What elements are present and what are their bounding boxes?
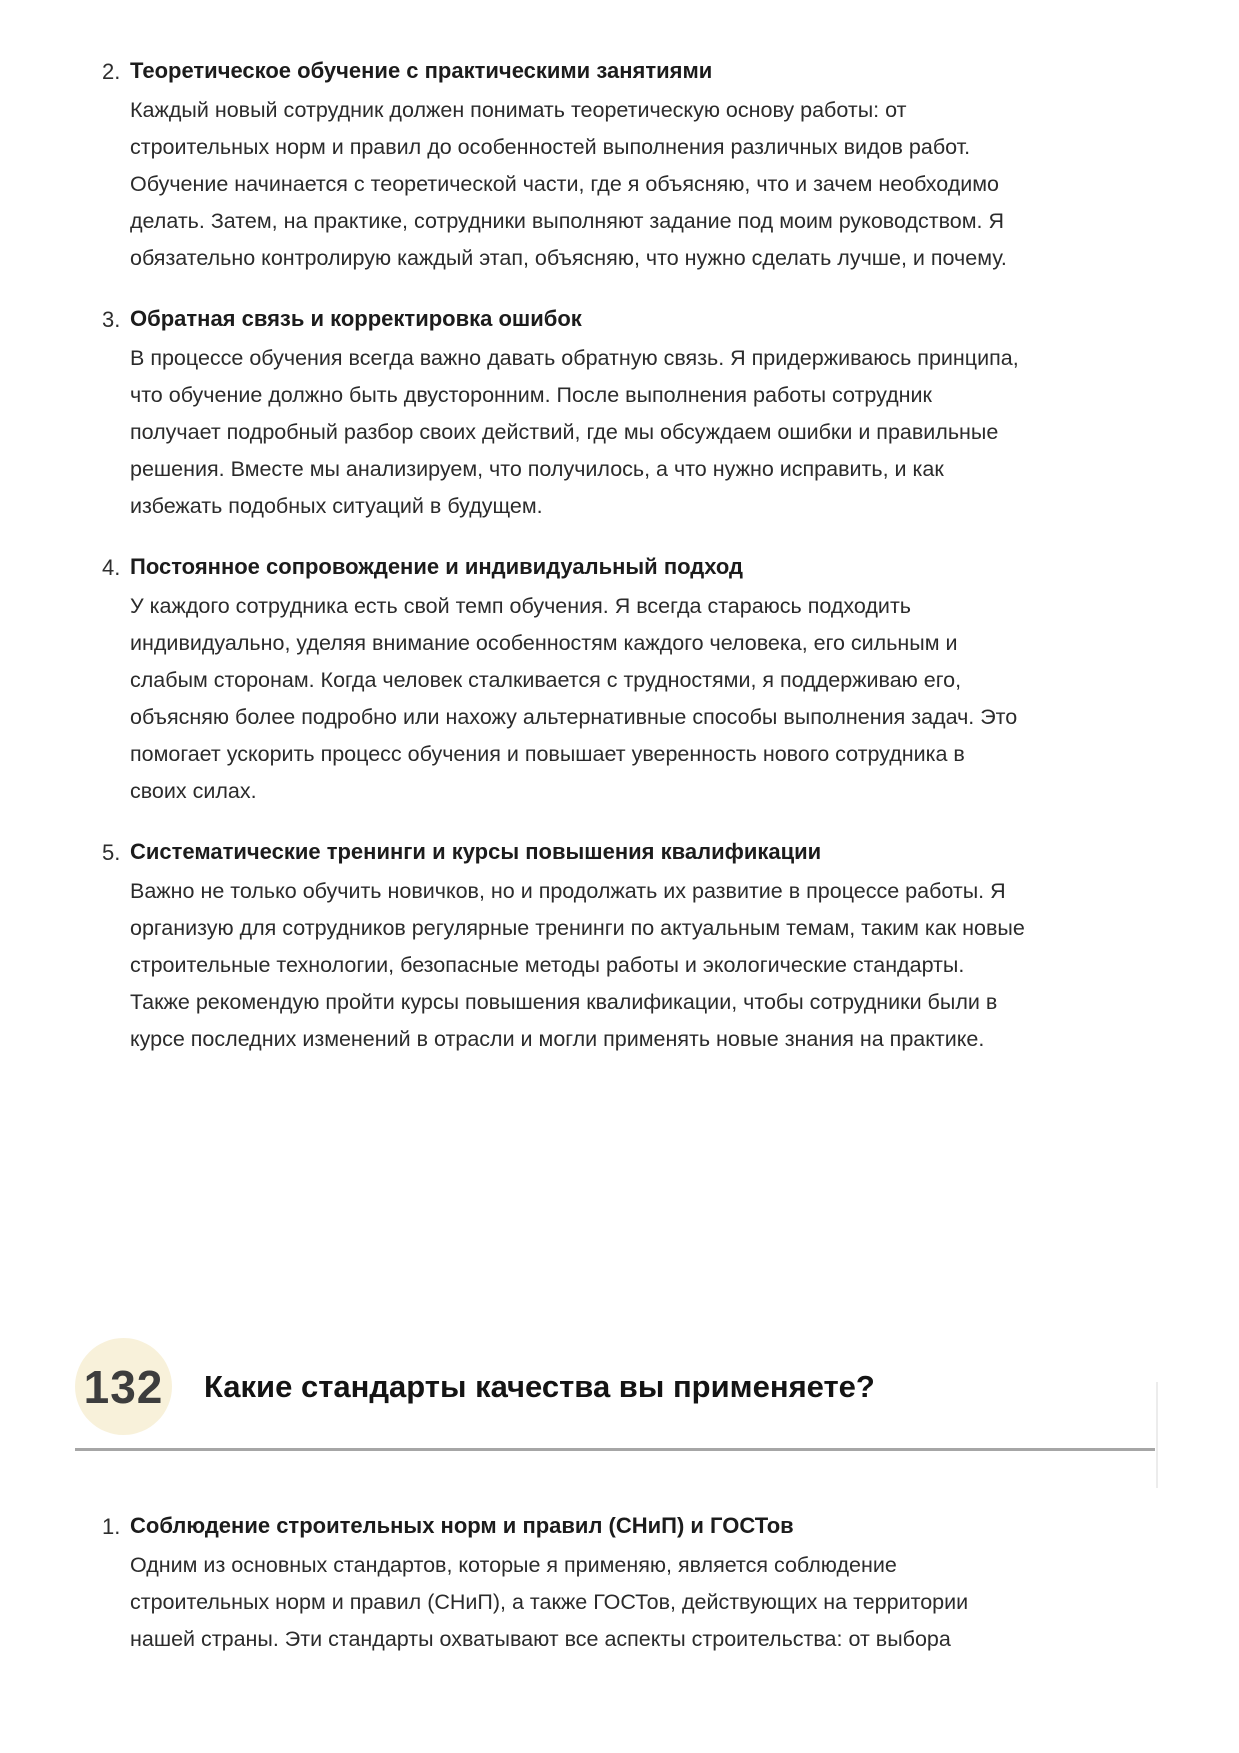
question-header [0, 1338, 1239, 1435]
list-item [102, 304, 1154, 525]
page-edge-shadow [1156, 1382, 1158, 1488]
question-number: 132 [83, 1360, 164, 1413]
item-content [130, 552, 1025, 810]
list-item [102, 837, 1154, 1058]
list-item [102, 1511, 1154, 1658]
item-title: Соблюдение строительных норм и правил (СНиП) и ГОСТов [130, 1513, 794, 1538]
list-item [102, 56, 1154, 277]
question-number-badge [75, 1338, 172, 1435]
item-number: 3. [102, 307, 121, 332]
item-content [130, 1511, 1025, 1658]
item-number: 4. [102, 555, 121, 580]
item-body: В процессе обучения всегда важно давать обратную связь. Я придерживаюсь принципа, что обучение должно быть двусторонним. После выполнения работы сотрудник получает подробный разбор своих действий, где мы обсуждаем ошибки и правильные решения. Вместе мы анализируем, что получилось, а что нужно исправить, и как избежать подобных ситуаций в будущем. [130, 346, 1019, 518]
item-content [130, 304, 1025, 525]
item-title: Систематические тренинги и курсы повышения квалификации [130, 839, 822, 864]
item-content [130, 837, 1025, 1058]
question-title: Какие стандарты качества вы применяете? [204, 1368, 875, 1404]
item-title: Обратная связь и корректировка ошибок [130, 306, 582, 331]
list-item [102, 552, 1154, 810]
item-number: 5. [102, 840, 121, 865]
item-content [130, 56, 1025, 277]
quality-standards-list [0, 1451, 1239, 1658]
item-body: Одним из основных стандартов, которые я применяю, является соблюдение строительных норм и правил (СНиП), а также ГОСТов, действующих на территории нашей страны. Эти стандарты охватывают все аспекты строительства: от выбора [130, 1553, 969, 1651]
item-body: У каждого сотрудника есть свой темп обучения. Я всегда стараюсь подходить индивидуально, уделяя внимание особенностям каждого человека, его сильным и слабым сторонам. Когда человек сталкивается с трудностями, я поддерживаю его, объясняю более подробно или нахожу альтернативные способы выполнения задач. Это помогает ускорить процесс обучения и повышает уверенность нового сотрудника в своих силах. [130, 594, 1018, 803]
item-body: Каждый новый сотрудник должен понимать теоретическую основу работы: от строительных норм и правил до особенностей выполнения различных видов работ. Обучение начинается с теоретической части, где я объясняю, что и зачем необходимо делать. Затем, на практике, сотрудники выполняют задание под моим руководством. Я обязательно контролирую каждый этап, объясняю, что нужно сделать лучше, и почему. [130, 98, 1007, 270]
item-body: Важно не только обучить новичков, но и продолжать их развитие в процессе работы. Я организую для сотрудников регулярные тренинги по актуальным темам, таким как новые строительные технологии, безопасные методы работы и экологические стандарты. Также рекомендую пройти курсы повышения квалификации, чтобы сотрудники были в курсе последних изменений в отрасли и могли применять новые знания на практике. [130, 879, 1025, 1051]
item-number: 2. [102, 59, 121, 84]
item-title: Теоретическое обучение с практическими занятиями [130, 58, 713, 83]
item-title: Постоянное сопровождение и индивидуальный подход [130, 554, 744, 579]
item-number: 1. [102, 1514, 121, 1539]
